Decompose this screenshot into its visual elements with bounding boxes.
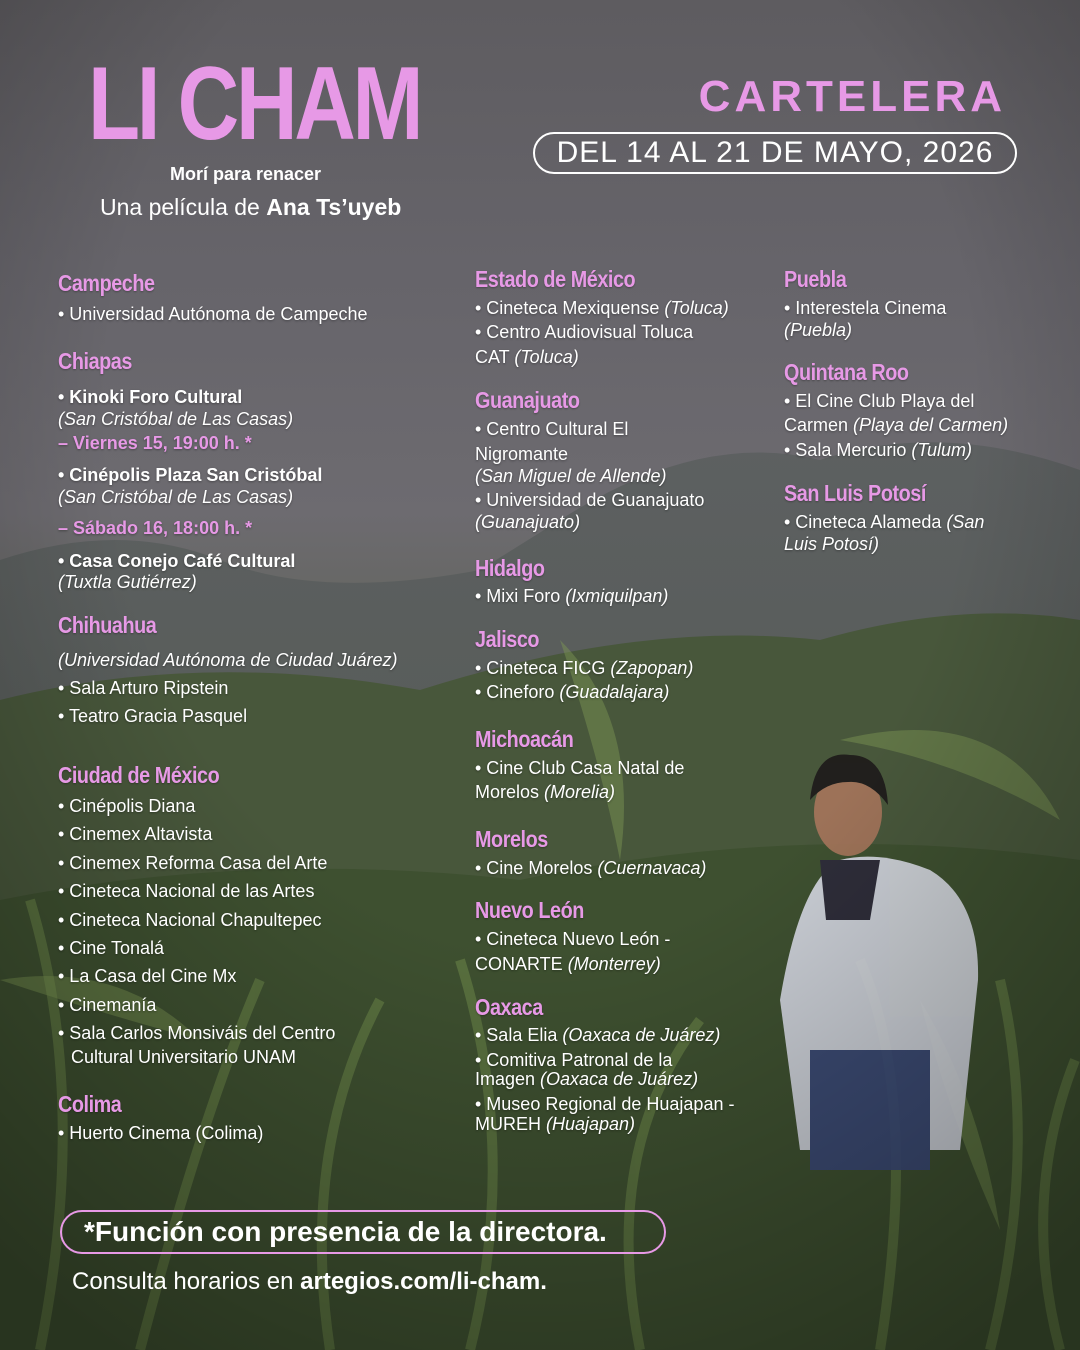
venue-item-cont: Nigromante: [475, 444, 569, 464]
director-presence-note: *Función con presencia de la directora.: [60, 1210, 666, 1254]
venue-item: • Cine Morelos (Cuernavaca): [475, 858, 707, 878]
film-title-logo: LI CHAM: [88, 46, 421, 162]
state-san-luis-potosi: San Luis Potosí: [784, 480, 926, 506]
venue-item: • Cinemex Altavista: [58, 824, 213, 844]
state-nuevo-leon: Nuevo León: [475, 897, 584, 923]
venue-city: (Guanajuato): [475, 512, 581, 532]
venue-item: • Interestela Cinema: [784, 298, 947, 318]
venue-city: (Tuxtla Gutiérrez): [58, 572, 197, 592]
venue-city: (San Miguel de Allende): [475, 466, 667, 486]
state-campeche: Campeche: [58, 270, 155, 296]
venue-item: • La Casa del Cine Mx: [58, 966, 237, 986]
state-michoacan: Michoacán: [475, 726, 574, 752]
venue-item: • Cinemex Reforma Casa del Arte: [58, 853, 328, 873]
venue-item: • Comitiva Patronal de la: [475, 1050, 673, 1070]
venue-item-cont: CAT (Toluca): [475, 347, 579, 367]
venue-item: • Centro Cultural El: [475, 419, 629, 439]
screening-time: – Sábado 16, 18:00 h. *: [58, 518, 253, 538]
venue-item: • El Cine Club Playa del: [784, 391, 975, 411]
venue-item: • Sala Mercurio (Tulum): [784, 440, 973, 460]
state-quintana-roo: Quintana Roo: [784, 359, 909, 385]
venue-item-cont: Morelos (Morelia): [475, 782, 616, 802]
state-chiapas: Chiapas: [58, 348, 132, 374]
venue-item: • Sala Arturo Ripstein: [58, 678, 229, 698]
venue-city: (San Cristóbal de Las Casas): [58, 487, 294, 507]
tagline: Morí para renacer: [170, 164, 322, 184]
venue-item: • Kinoki Foro Cultural: [58, 387, 243, 407]
cartelera-heading: CARTELERA: [698, 72, 1006, 121]
state-colima: Colima: [58, 1091, 122, 1117]
venue-item: • Cineteca Nacional Chapultepec: [58, 910, 322, 930]
venue-item: • Huerto Cinema (Colima): [58, 1123, 264, 1143]
state-guanajuato: Guanajuato: [475, 387, 580, 413]
consult-prefix: Consulta horarios en: [72, 1268, 301, 1295]
state-edomex: Estado de México: [475, 266, 636, 292]
venue-item: • Universidad Autónoma de Campeche: [58, 304, 368, 324]
venue-item: • Cineteca Alameda (San: [784, 512, 985, 532]
venue-item: • Museo Regional de Huajapan -: [475, 1094, 735, 1114]
venue-item-cont: Cultural Universitario UNAM: [71, 1047, 297, 1067]
venue-item: • Sala Elia (Oaxaca de Juárez): [475, 1025, 721, 1045]
venue-item: • Casa Conejo Café Cultural: [58, 551, 296, 571]
website-link[interactable]: artegios.com/li-cham.: [300, 1268, 547, 1295]
state-oaxaca: Oaxaca: [475, 994, 543, 1020]
venue-item-cont: MUREH (Huajapan): [475, 1114, 636, 1134]
venue-city: Luis Potosí): [784, 534, 880, 554]
venue-item: • Centro Audiovisual Toluca: [475, 322, 694, 342]
state-puebla: Puebla: [784, 266, 847, 292]
byline: [100, 194, 401, 221]
date-range-badge: DEL 14 AL 21 DE MAYO, 2026: [533, 132, 1017, 174]
venue-item: • Cineforo (Guadalajara): [475, 682, 670, 702]
venue-city: (Puebla): [784, 320, 853, 340]
state-chihuahua: Chihuahua: [58, 612, 157, 638]
venue-item: • Cinemanía: [58, 995, 157, 1015]
venue-item: • Cine Tonalá: [58, 938, 165, 958]
screening-time: – Viernes 15, 19:00 h. *: [58, 433, 252, 453]
venue-item: • Cineteca Mexiquense (Toluca): [475, 298, 729, 318]
venue-item: • Sala Carlos Monsiváis del Centro: [58, 1023, 336, 1043]
venue-item: • Cineteca Nuevo León -: [475, 929, 671, 949]
venue-item: • Cinépolis Plaza San Cristóbal: [58, 465, 323, 485]
venue-item: • Mixi Foro (Ixmiquilpan): [475, 586, 669, 606]
byline-prefix: Una película de: [100, 194, 267, 220]
venue-item: • Universidad de Guanajuato: [475, 490, 705, 510]
venue-item: • Cineteca FICG (Zapopan): [475, 658, 694, 678]
venue-city: (San Cristóbal de Las Casas): [58, 409, 294, 429]
state-jalisco: Jalisco: [475, 626, 540, 652]
director-name: Ana Ts’uyeb: [266, 194, 402, 220]
state-hidalgo: Hidalgo: [475, 555, 545, 581]
venue-item: • Cine Club Casa Natal de: [475, 758, 685, 778]
venue-item-cont: CONARTE (Monterrey): [475, 954, 661, 974]
venue-item: • Cineteca Nacional de las Artes: [58, 881, 315, 901]
venue-item-cont: Carmen (Playa del Carmen): [784, 415, 1009, 435]
venue-item-cont: Imagen (Oaxaca de Juárez): [475, 1069, 699, 1089]
state-morelos: Morelos: [475, 826, 548, 852]
venue-item: • Cinépolis Diana: [58, 796, 196, 816]
consult-schedule: [72, 1268, 547, 1296]
venue-city: (Universidad Autónoma de Ciudad Juárez): [58, 650, 398, 670]
state-cdmx: Ciudad de México: [58, 762, 220, 788]
venue-item: • Teatro Gracia Pasquel: [58, 706, 248, 726]
